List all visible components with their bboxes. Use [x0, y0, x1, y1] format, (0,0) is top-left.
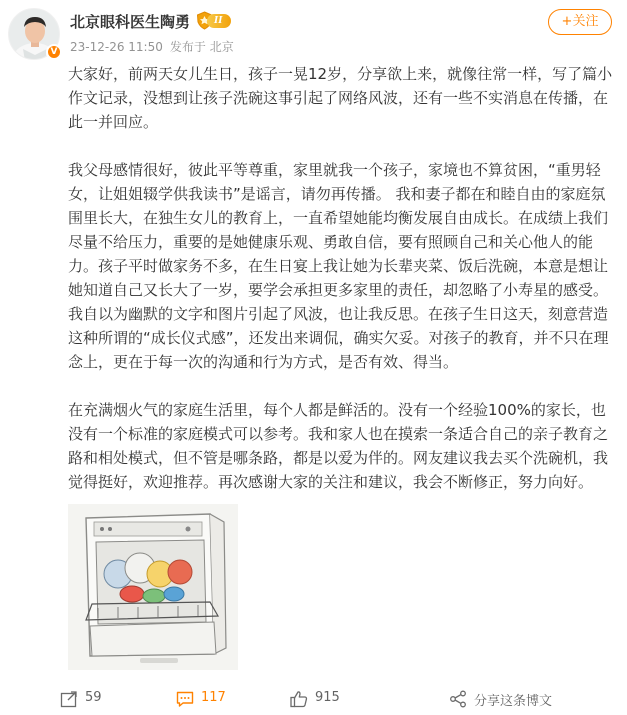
repost-icon: [59, 689, 79, 709]
like-icon: [289, 689, 309, 709]
post-header: [0, 0, 627, 62]
verified-badge-icon: V: [46, 44, 62, 60]
action-bar: [0, 683, 627, 715]
share-button[interactable]: [448, 683, 558, 715]
post-timestamp[interactable]: 23-12-26 11:50: [70, 40, 163, 54]
like-count: 915: [315, 690, 340, 705]
comment-count: 117: [201, 690, 226, 705]
follow-button[interactable]: +关注: [548, 9, 612, 35]
repost-button[interactable]: [59, 683, 139, 715]
post-paragraph-1: 大家好，前两天女儿生日，孩子一晃12岁，分享欲上来，就像往常一样，写了篇小作文记录，没想到让孩子洗碗这事引起了网络风波，还有一些不实消息在传播，在此一并回应。: [68, 65, 613, 131]
share-icon: [448, 689, 468, 709]
repost-count: 59: [85, 690, 102, 705]
post-meta: [70, 38, 234, 55]
level-label: II: [214, 16, 223, 26]
post-paragraph-3: 在充满烟火气的家庭生活里，每个人都是鲜活的。没有一个经验100%的家长，也没有一个标准的家庭模式可以参考。我和家人也在摸索一条适合自己的亲子教育之路和相处模式，但不管是哪条路，都是以爱为伴的。网友建议我去买个洗碗机，我觉得挺好，欢迎推荐。再次感谢大家的关注和建议，我会不断修正，努力向好。: [68, 401, 609, 491]
post-paragraph-2: 我父母感情很好，彼此平等尊重，家里就我一个孩子，家境也不算贫困，“重男轻女，让姐姐辍学供我读书”是谣言，请勿再传播。 我和妻子都在和睦自由的家庭氛围里长大，在独生女儿的教育上，一直希望她能均衡发展自由成长。在成绩上我们尽量不给压力，重要的是她健康乐观、勇敢自信，要有照顾自己和关心他人的能力。孩子平时做家务不多，在生日宴上我让她为长辈夹菜、饭后洗碗，本意是想让她知道自己又长大了一岁，要学会承担更多家里的责任，却忽略了小寿星的感受。我自以为幽默的文字和图片引起了风波，也让我反思。在孩子生日这天，刻意营造这种所谓的“成长仪式感”，还发出来调侃，确实欠妥。对孩子的教育，并不只在理念上，更在于每一次的沟通和行为方式，是否有效、得当。: [68, 161, 609, 371]
comment-button[interactable]: [175, 683, 255, 715]
post-image-dishwasher[interactable]: [68, 504, 238, 670]
username[interactable]: 北京眼科医生陶勇: [70, 13, 191, 31]
post-source: 发布于 北京: [169, 40, 234, 54]
share-label: 分享这条博文: [474, 694, 553, 709]
user-level-badge[interactable]: [196, 11, 232, 30]
comment-icon: [175, 689, 195, 709]
post-content: [68, 62, 616, 494]
like-button[interactable]: [289, 683, 369, 715]
